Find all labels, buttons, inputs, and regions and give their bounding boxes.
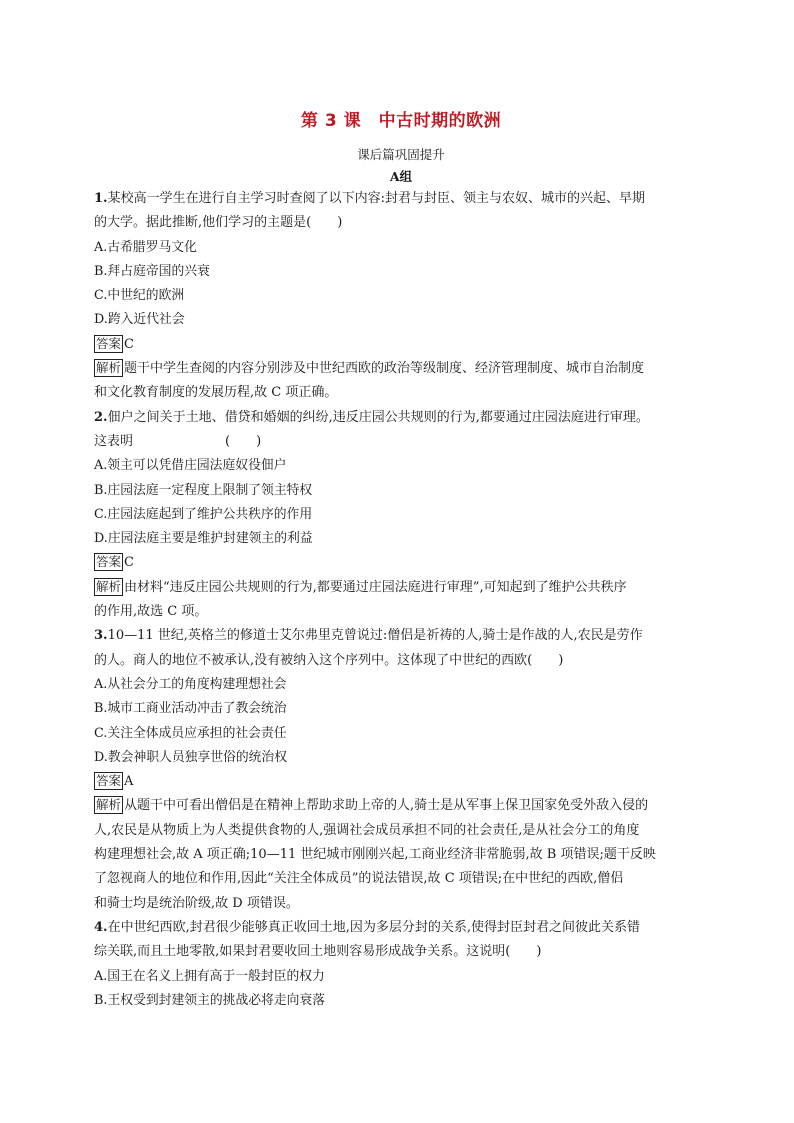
question-stem-line: 4.在中世纪西欧,封君很少能够真正收回土地,因为多层分封的关系,使得封臣封君之间彼此关系错 [94, 919, 640, 935]
answer-value: C [124, 336, 134, 352]
analysis-line: 解析 题干中学生查阅的内容分别涉及中世纪西欧的政治等级制度、经济管理制度、城市自治制度 [96, 360, 645, 377]
group-label: A组 [389, 169, 413, 184]
option-b: B.王权受到封建领主的挑战必将走向衰落 [94, 992, 326, 1008]
option-b: B.庄园法庭一定程度上限制了领主特权 [94, 482, 313, 498]
question-number: 1. [94, 191, 108, 206]
question-3 [94, 624, 708, 916]
option-b: B.城市工商业活动冲击了教会统治 [94, 701, 287, 717]
option-c: C.中世纪的欧洲 [94, 288, 185, 304]
analysis-line: 构建理想社会,故 A 项正确;10—11 世纪城市刚刚兴起,工商业经济非常脆弱,故 B 项错误;题干反映 [94, 847, 656, 863]
option-b: B.拜占庭帝国的兴衰 [94, 263, 210, 279]
answer-line [94, 770, 708, 794]
answer-tag: 答案 [96, 554, 122, 570]
question-stem-line: 的人。商人的地位不被承认,没有被纳入这个序列中。这体现了中世纪的西欧( ) [94, 652, 564, 668]
question-2 [94, 406, 708, 625]
option-a: A.古希腊罗马文化 [94, 239, 197, 255]
lesson-title: 第 3 课 中古时期的欧洲 [300, 111, 502, 131]
answer-tag: 答案 [96, 335, 122, 351]
section-subtitle: 课后篇巩固提升 [357, 147, 445, 162]
option-a: A.领主可以凭借庄园法庭奴役佃户 [94, 458, 287, 474]
option-d: D.庄园法庭主要是维护封建领主的利益 [94, 531, 313, 547]
analysis-line: 和骑士均是统治阶级,故 D 项错误。 [94, 895, 299, 911]
analysis-line: 和文化教育制度的发展历程,故 C 项正确。 [94, 385, 338, 401]
analysis-line: 了忽视商人的地位和作用,因此“关注全体成员”的说法错误,故 C 项错误;在中世纪的西欧,僧侣 [94, 871, 624, 887]
document-page [94, 108, 708, 1013]
question-stem-line: 这表明 ( ) [94, 433, 262, 449]
question-number: 4. [94, 919, 108, 935]
question-stem-line: 1.某校高一学生在进行自主学习时查阅了以下内容:封君与封臣、领主与农奴、城市的兴起、早期 [94, 191, 645, 206]
analysis-tag: 解析 [96, 578, 122, 594]
option-c: C.关注全体成员应承担的社会责任 [94, 725, 287, 741]
answer-line [94, 551, 708, 575]
option-d: D.教会神职人员独享世俗的统治权 [94, 749, 288, 765]
option-c: C.庄园法庭起到了维护公共秩序的作用 [94, 506, 313, 522]
analysis-tag: 解析 [96, 360, 122, 376]
option-d: D.跨入近代社会 [94, 312, 185, 328]
option-a: A.国王在名义上拥有高于一般封臣的权力 [94, 968, 325, 984]
answer-value: A [124, 774, 134, 790]
analysis-line: 解析 由材料“违反庄园公共规则的行为,都要通过庄园法庭进行审理”,可知起到了维护公共秩序 [96, 578, 627, 595]
question-stem-line: 综关联,而且土地零散,如果封君要收回土地则容易形成战争关系。这说明( ) [94, 944, 542, 960]
answer-value: C [124, 555, 134, 571]
answer-line [94, 333, 708, 357]
analysis-tag: 解析 [96, 797, 122, 813]
question-4 [94, 916, 708, 1013]
analysis-line: 人,农民是从物质上为人类提供食物的人,强调社会成员承担不同的社会责任,是从社会分工的角度 [94, 822, 640, 838]
question-stem-line: 3.10—11 世纪,英格兰的修道士艾尔弗里克曾说过:僧侣是祈祷的人,骑士是作战的人,农民是劳作 [94, 628, 643, 644]
answer-tag: 答案 [96, 773, 122, 789]
question-stem-line: 的大学。据此推断,他们学习的主题是( ) [94, 215, 343, 231]
analysis-line: 解析 从题干中可看出僧侣是在精神上帮助求助上帝的人,骑士是从军事上保卫国家免受外敌入侵的 [96, 797, 649, 814]
question-number: 3. [94, 628, 108, 644]
analysis-line: 的作用,故选 C 项。 [94, 604, 208, 620]
question-1 [94, 187, 708, 406]
question-stem-line: 2.佃户之间关于土地、借贷和婚姻的纠纷,违反庄园公共规则的行为,都要通过庄园法庭进行审理。 [94, 409, 649, 425]
option-a: A.从社会分工的角度构建理想社会 [94, 676, 287, 692]
question-number: 2. [94, 409, 108, 425]
